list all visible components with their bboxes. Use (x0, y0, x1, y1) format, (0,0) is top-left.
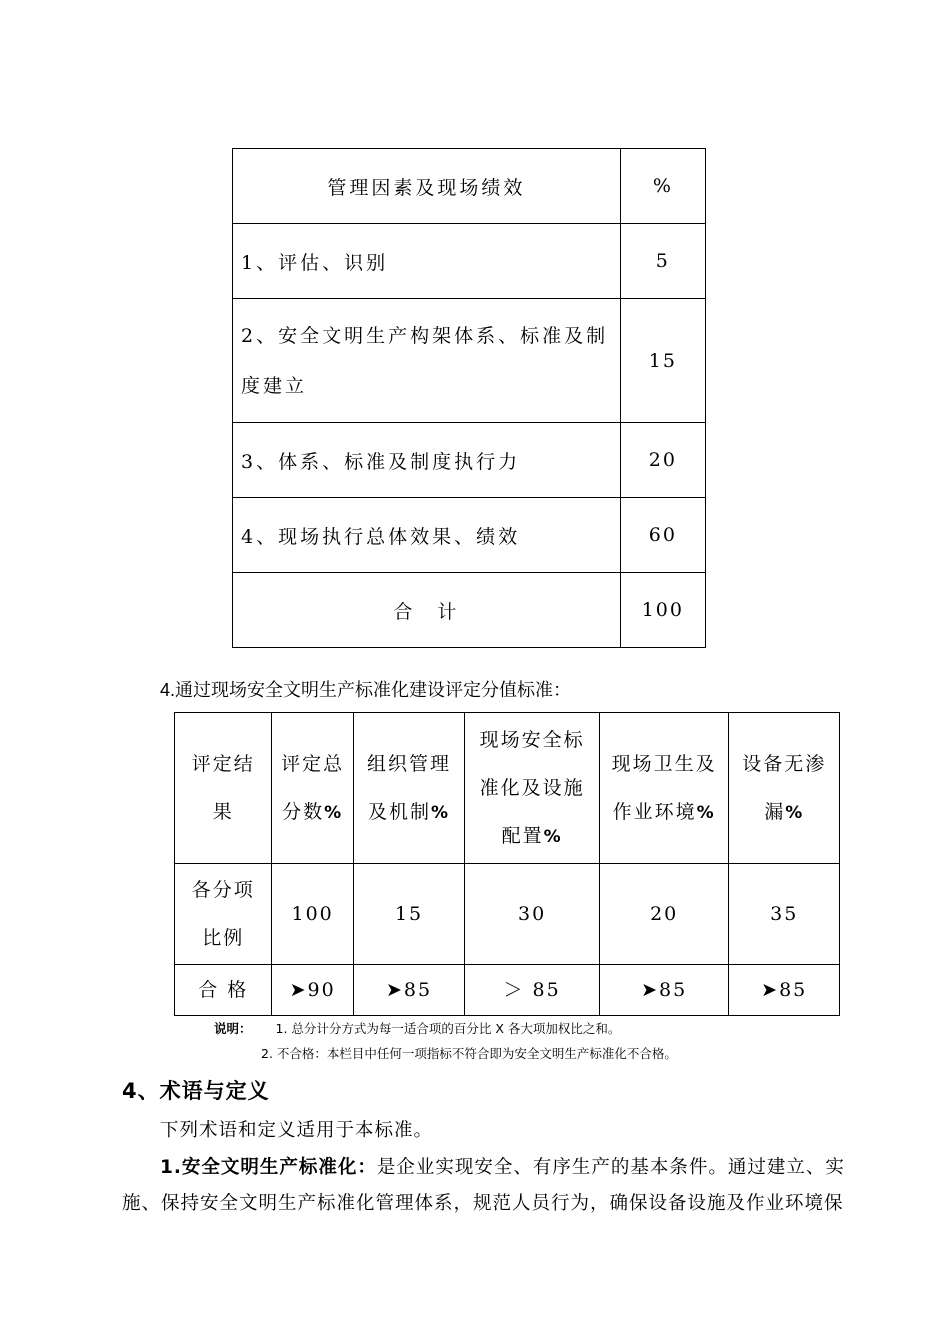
pass-cell: ➤85 (599, 965, 729, 1016)
header-line (272, 788, 352, 837)
header-cell (175, 713, 272, 864)
term-text: 是企业实现安全、有序生产的基本条件。通过建立、实 (376, 1157, 845, 1178)
weight-total-label: 合 计 (233, 573, 621, 648)
pass-cell: ＞ 85 (465, 965, 600, 1016)
caption-number: 4. (160, 680, 176, 700)
caption-text: 通过现场安全文明生产标准化建设评定分值标准： (175, 680, 572, 701)
percent-sign: % (543, 826, 563, 847)
weight-table (232, 148, 706, 648)
header-cell (729, 713, 840, 864)
ratio-cell: 100 (272, 864, 353, 965)
ratio-cell: 35 (729, 864, 840, 965)
header-line: 果 (212, 801, 234, 823)
header-line: 准化及设施 (479, 776, 585, 799)
pass-cell: ➤90 (272, 965, 353, 1016)
weight-row-label: 4、现场执行总体效果、绩效 (233, 498, 621, 573)
header-cell (353, 713, 465, 864)
weight-row-label-line2: 度建立 (241, 374, 308, 397)
pass-row-label: 合 格 (175, 965, 272, 1016)
ratio-label-line: 各分项 (191, 879, 255, 901)
weight-row-label: 3、体系、标准及制度执行力 (233, 423, 621, 498)
score-standard-table (174, 712, 840, 1016)
header-cell (599, 713, 729, 864)
percent-sign: % (696, 802, 716, 823)
weight-row-value: 5 (620, 224, 705, 299)
percent-sign: % (431, 802, 451, 823)
ratio-cell: 30 (465, 864, 600, 965)
header-line (600, 788, 729, 837)
weight-row-value: 20 (620, 423, 705, 498)
score-standard-caption (160, 676, 571, 702)
pass-cell: ➤85 (353, 965, 465, 1016)
header-line (729, 788, 839, 837)
pass-cell: ➤85 (729, 965, 840, 1016)
header-line (465, 812, 599, 861)
term-paragraph-line1 (160, 1153, 845, 1179)
percent-sign: % (324, 802, 344, 823)
header-cell (272, 713, 353, 864)
header-line: 组织管理 (367, 752, 452, 775)
weight-table-header-item: 管理因素及现场绩效 (233, 149, 621, 224)
header-text: 分数 (282, 800, 325, 823)
note-label: 说明： (214, 1021, 252, 1036)
weight-row-value: 15 (620, 299, 705, 423)
term-paragraph-line2: 施、保持安全文明生产标准化管理体系，规范人员行为，确保设备设施及作业环境保 (122, 1193, 844, 1214)
percent-sign: % (785, 802, 805, 823)
header-text: 及机制 (368, 800, 432, 823)
header-text: 漏 (764, 800, 786, 823)
weight-total-value: 100 (620, 573, 705, 648)
ratio-row-label (175, 864, 272, 965)
section-title: 4、术语与定义 (122, 1079, 270, 1103)
weight-row-label: 1、评估、识别 (233, 224, 621, 299)
header-text: 配置 (501, 824, 544, 847)
header-line: 设备无渗 (742, 752, 827, 775)
term-label: 1.安全文明生产标准化： (160, 1157, 377, 1178)
header-line: 评定总 (281, 752, 345, 775)
ratio-cell: 15 (353, 864, 465, 965)
section-intro: 下列术语和定义适用于本标准。 (160, 1120, 434, 1141)
weight-table-header-percent: % (620, 149, 705, 224)
header-line: 现场卫生及 (611, 752, 717, 775)
note-text: 1. 总分计分方式为每一适合项的百分比 X 各大项加权比之和。 (275, 1021, 621, 1036)
header-line: 现场安全标 (479, 728, 585, 751)
ratio-cell: 20 (599, 864, 729, 965)
header-cell (465, 713, 600, 864)
note-line-2: 2. 不合格：本栏目中任何一项指标不符合即为安全文明生产标准化不合格。 (261, 1046, 677, 1061)
weight-row-label-line1: 2、安全文明生产构架体系、标准及制 (241, 324, 609, 347)
note-line-1 (214, 1019, 620, 1037)
weight-row-value: 60 (620, 498, 705, 573)
header-text: 作业环境 (612, 800, 697, 823)
header-line (354, 788, 465, 837)
weight-row-label (233, 299, 621, 423)
ratio-label-line: 比例 (202, 927, 245, 949)
header-line: 评定结 (191, 753, 255, 775)
